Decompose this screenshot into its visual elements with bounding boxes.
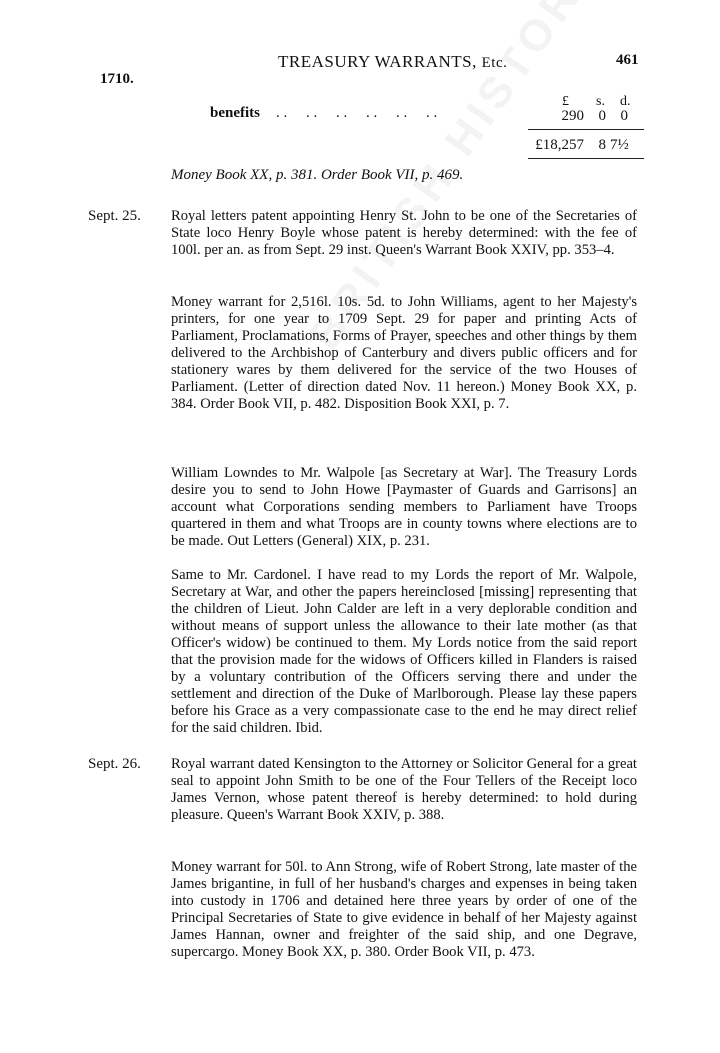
row-label: benefits	[210, 105, 260, 121]
row-shillings: 0	[598, 108, 606, 124]
total-shillings: 8	[598, 137, 606, 153]
page-number: 461	[616, 52, 639, 68]
entry-royal-letters-patent: Royal letters patent appointing Henry St. John to be one of the Secretaries of State loco Henry Boyle whose patent is hereby determined: with the fee of 100l. per an. as from Sept. 29 inst. Queen's Warrant Book XXIV, pp. 353–4.	[171, 208, 637, 258]
row-pence: 0	[620, 108, 628, 124]
col-shillings-header: s.	[596, 94, 605, 109]
total-rule-bottom	[528, 158, 644, 159]
running-head-etc: Etc.	[481, 55, 508, 71]
margin-year: 1710.	[100, 71, 134, 87]
entry-royal-warrant-kensington: Royal warrant dated Kensington to the Attorney or Solicitor General for a great seal to appoint John Smith to be one of the Four Tellers of the Receipt loco James Vernon, whose patent thereof is hereby determined: to hold during pleasure. Queen's Warrant Book XXIV, p. 388.	[171, 756, 637, 823]
entry-same-to-cardonel: Same to Mr. Cardonel. I have read to my Lords the report of Mr. Walpole, Secretary at War, and other the papers hereinclosed [missing] representing that the children of Lieut. John Calder are left in a very deplorable condition and without means of support unless the allowance to their late mother (as that Officer's widow) be continued to them. My Lords notice from the said report that the provision made for the widows of Officers killed in Flanders is raised by a voluntary contribution of the Officers serving there and under the settlement and direction of the Duke of Marlborough. Please lay these papers before his Grace as a very compassionate case to the end he may direct relief for the said children. Ibid.	[171, 567, 637, 736]
total-rule-top	[528, 129, 644, 130]
entry-money-warrant-strong: Money warrant for 50l. to Ann Strong, wife of Robert Strong, late master of the James brigantine, in full of her husband's charges and expenses in being taken into custody in 1706 and detained here three years by order of one of the Principal Secretaries of State to give evidence in behalf of her Majesty against James Hannan, owner and freighter of the said ship, and one Degrave, supercargo. Money Book XX, p. 380. Order Book VII, p. 473.	[171, 859, 637, 960]
row-pounds: 290	[561, 108, 584, 124]
row-leader-dots: . . . . . . . . . . . .	[276, 105, 438, 121]
entry-date-sept-26: Sept. 26.	[88, 756, 141, 772]
entry-date-sept-25: Sept. 25.	[88, 208, 141, 224]
entry-money-warrant-williams: Money warrant for 2,516l. 10s. 5d. to John Williams, agent to her Majesty's printers, for one year to 1709 Sept. 29 for paper and printing Acts of Parliament, Proclamations, Forms of Prayer, speeches and other things by them delivered to the Archbishop of Canterbury and divers public officers and for stationery wares by them delivered for the service of the two Houses of Parliament. (Letter of direction dated Nov. 11 hereon.) Money Book XX, p. 384. Order Book VII, p. 482. Disposition Book XXI, p. 7.	[171, 294, 637, 412]
entry-lowndes-to-walpole: William Lowndes to Mr. Walpole [as Secretary at War]. The Treasury Lords desire you to send to John Howe [Paymaster of Guards and Garrisons] an account what Corporations sending members to Parliament have Troops quartered in them and what Troops are in county towns where elections are to be made. Out Letters (General) XIX, p. 231.	[171, 465, 637, 549]
col-pounds-header: £	[562, 94, 569, 109]
col-pence-header: d.	[620, 94, 631, 109]
total-pounds: £18,257	[535, 137, 584, 153]
running-head-title: TREASURY WARRANTS,	[278, 52, 477, 71]
running-head	[278, 52, 507, 72]
total-pence: 7½	[610, 137, 629, 153]
citation-money-book: Money Book XX, p. 381. Order Book VII, p. 469.	[171, 167, 464, 183]
